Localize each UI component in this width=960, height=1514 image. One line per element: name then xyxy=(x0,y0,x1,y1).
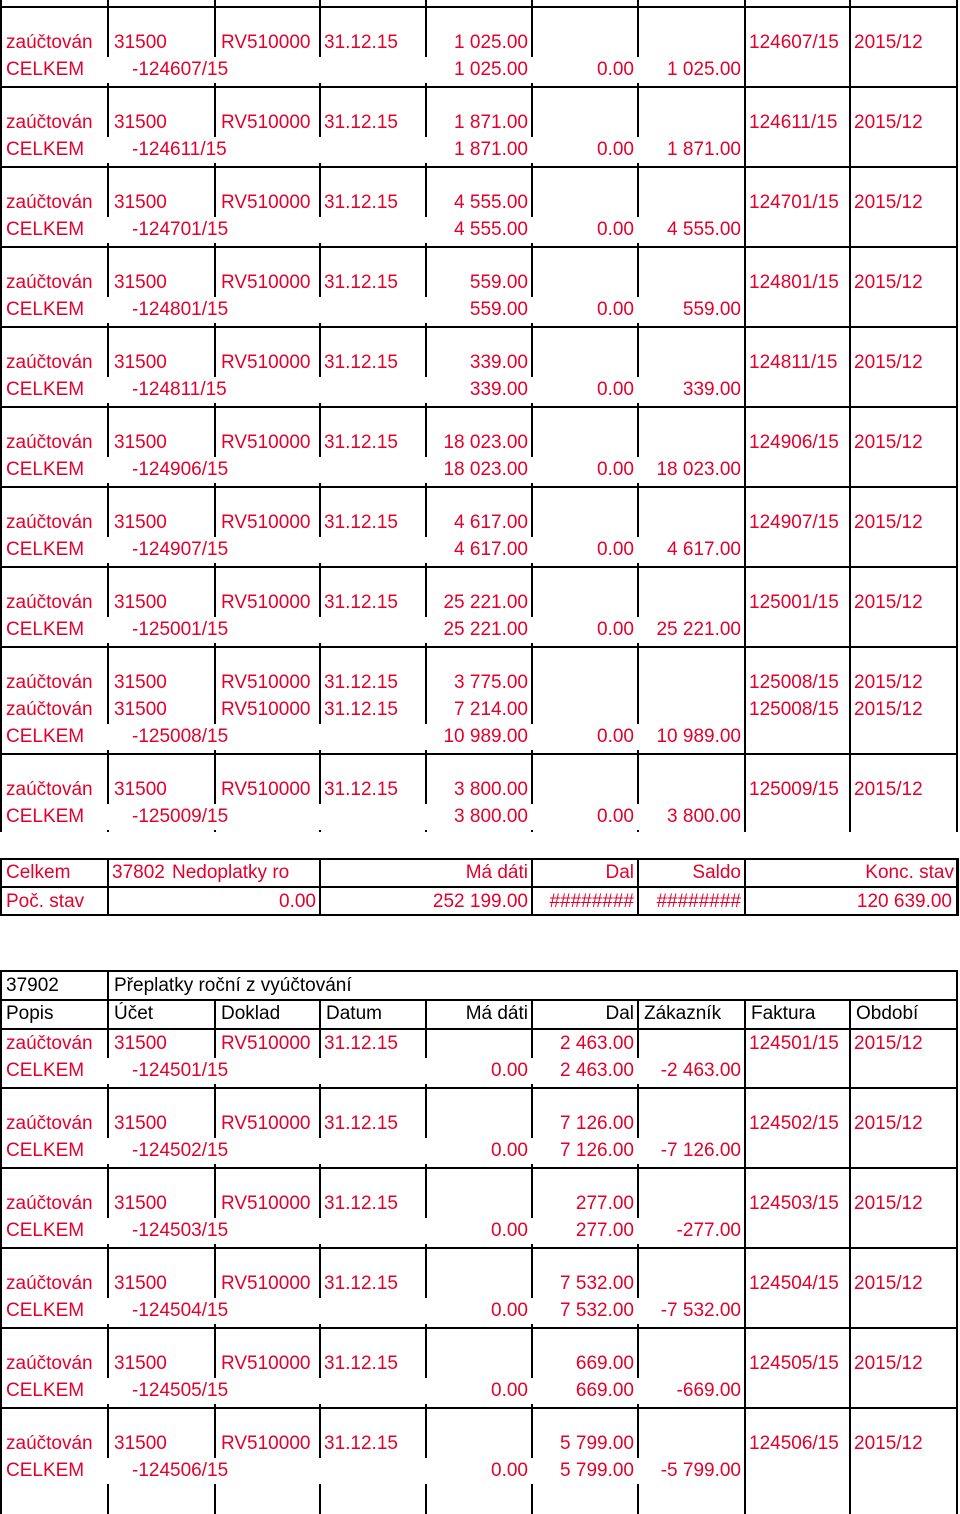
s2-row-obdobi: 2015/12 xyxy=(854,1433,923,1454)
s2-total-dal: 669.00 xyxy=(575,1380,634,1401)
s2-total-label: CELKEM xyxy=(6,1140,85,1161)
s1-row-ucet: 31500 xyxy=(114,672,167,693)
s1-total-saldo: 18 023.00 xyxy=(656,459,741,480)
s2-row-popis: zaúčtován xyxy=(6,1193,93,1214)
s1-row-doklad: RV510000 xyxy=(221,432,311,453)
s2-total-dal: 5 799.00 xyxy=(560,1460,634,1481)
s1-row-madati: 559.00 xyxy=(469,272,528,293)
s1-row-faktura: 125009/15 xyxy=(749,779,839,800)
s1-row-faktura: 124907/15 xyxy=(749,512,839,533)
s2-row-dal: 277.00 xyxy=(575,1193,634,1214)
s2-row-popis: zaúčtován xyxy=(6,1273,93,1294)
s1-total-madati: 1 025.00 xyxy=(454,59,528,80)
s1-row-madati: 25 221.00 xyxy=(443,592,528,613)
s2-row-doklad: RV510000 xyxy=(221,1193,311,1214)
s1-row-faktura: 125008/15 xyxy=(749,699,839,720)
s1-row-ucet: 31500 xyxy=(114,112,167,133)
s2-row-popis: zaúčtován xyxy=(6,1353,93,1374)
s2-total-label: CELKEM xyxy=(6,1460,85,1481)
s1-row-ucet: 31500 xyxy=(114,699,167,720)
s1-row-zakaznik xyxy=(638,30,743,56)
grid-line xyxy=(0,486,958,488)
s2-row-popis: zaúčtován xyxy=(6,1433,93,1454)
s2-row-madati xyxy=(426,1031,530,1057)
grid-line xyxy=(0,1247,958,1249)
s1-row-obdobi: 2015/12 xyxy=(854,699,923,720)
grid-line xyxy=(0,1327,958,1329)
s1-total-label: CELKEM xyxy=(6,619,85,640)
s2-row-ucet: 31500 xyxy=(114,1033,167,1054)
s1-row-popis: zaúčtován xyxy=(6,192,93,213)
s1-row-faktura: 124811/15 xyxy=(749,352,838,373)
s2-row-popis: zaúčtován xyxy=(6,1033,93,1054)
s2-row-faktura: 124503/15 xyxy=(749,1193,839,1214)
s1-total-madati: 3 800.00 xyxy=(454,806,528,827)
s1-row-datum: 31.12.15 xyxy=(324,779,398,800)
s1-row-zakaznik xyxy=(638,270,743,296)
s2-row-zakaznik xyxy=(638,1191,743,1217)
s1-row-madati: 7 214.00 xyxy=(454,699,528,720)
s1-total-dal: 0.00 xyxy=(597,806,634,827)
s2-row-obdobi: 2015/12 xyxy=(854,1033,923,1054)
s1-total-saldo: 25 221.00 xyxy=(656,619,741,640)
s1-total-label: CELKEM xyxy=(6,459,85,480)
s1-total-madati: 18 023.00 xyxy=(443,459,528,480)
s1-row-zakaznik xyxy=(638,110,743,136)
summary-row1-c2: 37802 xyxy=(112,862,165,883)
grid-line xyxy=(744,999,746,1514)
s2-total-madati: 0.00 xyxy=(491,1220,528,1241)
s2-row-doklad: RV510000 xyxy=(221,1113,311,1134)
s1-row-doklad: RV510000 xyxy=(221,32,311,53)
grid-line xyxy=(0,6,958,8)
s2-total-label: CELKEM xyxy=(6,1060,85,1081)
summary-row1-c5: Dal xyxy=(605,862,634,883)
s2-row-doklad: RV510000 xyxy=(221,1273,311,1294)
s1-row-faktura: 125001/15 xyxy=(749,592,839,613)
s2-row-obdobi: 2015/12 xyxy=(854,1113,923,1134)
s1-row-dal xyxy=(532,270,636,296)
s2-total-doc: -124504/15 xyxy=(132,1300,229,1321)
grid-line xyxy=(0,86,958,88)
s1-row-obdobi: 2015/12 xyxy=(854,432,923,453)
s1-row-faktura: 124801/15 xyxy=(749,272,839,293)
summary-row1-c7: Konc. stav xyxy=(865,862,954,883)
s1-total-doc: -124607/15 xyxy=(132,59,229,80)
s1-total-dal: 0.00 xyxy=(597,299,634,320)
s1-row-obdobi: 2015/12 xyxy=(854,32,923,53)
s2-total-saldo: -5 799.00 xyxy=(660,1460,741,1481)
grid-line xyxy=(0,566,958,568)
s1-row-obdobi: 2015/12 xyxy=(854,779,923,800)
s2-row-popis: zaúčtován xyxy=(6,1113,93,1134)
s1-total-dal: 0.00 xyxy=(597,726,634,747)
s1-row-popis: zaúčtován xyxy=(6,272,93,293)
s2-total-label: CELKEM xyxy=(6,1380,85,1401)
s1-row-obdobi: 2015/12 xyxy=(854,672,923,693)
s2-total-label: CELKEM xyxy=(6,1300,85,1321)
s1-row-doklad: RV510000 xyxy=(221,192,311,213)
s2-header-7: Faktura xyxy=(751,1003,816,1024)
summary-row1-c6: Saldo xyxy=(692,862,741,883)
s1-total-madati: 1 871.00 xyxy=(454,139,528,160)
s1-row-datum: 31.12.15 xyxy=(324,672,398,693)
s1-total-label: CELKEM xyxy=(6,726,85,747)
s1-row-ucet: 31500 xyxy=(114,272,167,293)
s1-row-popis: zaúčtován xyxy=(6,32,93,53)
s1-row-popis: zaúčtován xyxy=(6,779,93,800)
s1-row-obdobi: 2015/12 xyxy=(854,512,923,533)
s1-row-obdobi: 2015/12 xyxy=(854,192,923,213)
s1-row-ucet: 31500 xyxy=(114,512,167,533)
s1-row-madati: 3 775.00 xyxy=(454,672,528,693)
s2-row-datum: 31.12.15 xyxy=(324,1193,398,1214)
s1-row-faktura: 124906/15 xyxy=(749,432,839,453)
s1-total-dal: 0.00 xyxy=(597,539,634,560)
s1-row-popis: zaúčtován xyxy=(6,352,93,373)
s1-total-dal: 0.00 xyxy=(597,59,634,80)
s1-total-dal: 0.00 xyxy=(597,139,634,160)
s1-row-popis: zaúčtován xyxy=(6,112,93,133)
s1-row-dal xyxy=(532,510,636,536)
grid-line xyxy=(0,1028,958,1030)
s2-total-dal: 2 463.00 xyxy=(560,1060,634,1081)
s1-row-doklad: RV510000 xyxy=(221,112,311,133)
s2-row-ucet: 31500 xyxy=(114,1433,167,1454)
s2-total-doc: -124503/15 xyxy=(132,1220,229,1241)
s2-row-dal: 2 463.00 xyxy=(560,1033,634,1054)
s2-row-datum: 31.12.15 xyxy=(324,1353,398,1374)
s1-row-datum: 31.12.15 xyxy=(324,272,398,293)
s1-total-label: CELKEM xyxy=(6,59,85,80)
grid-line xyxy=(0,1167,958,1169)
s1-row-dal xyxy=(532,350,636,376)
s1-total-madati: 10 989.00 xyxy=(443,726,528,747)
s1-row-datum: 31.12.15 xyxy=(324,512,398,533)
s2-row-zakaznik xyxy=(638,1431,743,1457)
s1-row-ucet: 31500 xyxy=(114,352,167,373)
s2-row-faktura: 124505/15 xyxy=(749,1353,839,1374)
s1-total-saldo: 3 800.00 xyxy=(667,806,741,827)
s2-row-obdobi: 2015/12 xyxy=(854,1273,923,1294)
s1-row-ucet: 31500 xyxy=(114,779,167,800)
s1-row-popis: zaúčtován xyxy=(6,672,93,693)
s1-row-doklad: RV510000 xyxy=(221,672,311,693)
s1-row-madati: 4 617.00 xyxy=(454,512,528,533)
s1-row-zakaznik xyxy=(638,590,743,616)
s1-row-madati: 1 871.00 xyxy=(454,112,528,133)
s2-total-saldo: -7 532.00 xyxy=(660,1300,741,1321)
s2-row-doklad: RV510000 xyxy=(221,1353,311,1374)
s1-total-saldo: 10 989.00 xyxy=(656,726,741,747)
s2-account-code: 37902 xyxy=(6,975,59,996)
summary-start-value: 0.00 xyxy=(279,891,316,912)
s2-row-dal: 669.00 xyxy=(575,1353,634,1374)
s2-header-0: Popis xyxy=(6,1003,54,1024)
s2-row-madati xyxy=(426,1271,530,1297)
s2-row-zakaznik xyxy=(638,1111,743,1137)
s1-row-obdobi: 2015/12 xyxy=(854,352,923,373)
s2-header-3: Datum xyxy=(326,1003,382,1024)
s1-row-faktura: 124701/15 xyxy=(749,192,839,213)
s2-total-doc: -124506/15 xyxy=(132,1460,229,1481)
s1-row-obdobi: 2015/12 xyxy=(854,112,923,133)
s1-row-faktura: 124611/15 xyxy=(749,112,838,133)
s1-total-doc: -124701/15 xyxy=(132,219,229,240)
s2-row-obdobi: 2015/12 xyxy=(854,1353,923,1374)
s2-total-dal: 277.00 xyxy=(575,1220,634,1241)
grid-line xyxy=(0,1087,958,1089)
s1-row-popis: zaúčtován xyxy=(6,432,93,453)
s1-row-madati: 18 023.00 xyxy=(443,432,528,453)
s2-row-datum: 31.12.15 xyxy=(324,1113,398,1134)
s1-row-faktura: 125008/15 xyxy=(749,672,839,693)
grid-line xyxy=(744,0,746,832)
s2-total-madati: 0.00 xyxy=(491,1300,528,1321)
s1-row-obdobi: 2015/12 xyxy=(854,592,923,613)
s2-total-saldo: -2 463.00 xyxy=(660,1060,741,1081)
s2-row-faktura: 124506/15 xyxy=(749,1433,839,1454)
s2-total-saldo: -277.00 xyxy=(676,1220,741,1241)
s1-row-doklad: RV510000 xyxy=(221,592,311,613)
s2-row-faktura: 124504/15 xyxy=(749,1273,839,1294)
s1-row-ucet: 31500 xyxy=(114,592,167,613)
grid-line xyxy=(0,646,958,648)
s1-row-doklad: RV510000 xyxy=(221,779,311,800)
s2-total-madati: 0.00 xyxy=(491,1060,528,1081)
s1-row-ucet: 31500 xyxy=(114,32,167,53)
s2-row-madati xyxy=(426,1431,530,1457)
s2-total-dal: 7 532.00 xyxy=(560,1300,634,1321)
s1-row-datum: 31.12.15 xyxy=(324,352,398,373)
grid-line xyxy=(0,326,958,328)
s1-row-datum: 31.12.15 xyxy=(324,112,398,133)
s2-row-dal: 7 126.00 xyxy=(560,1113,634,1134)
s1-row-dal xyxy=(532,430,636,456)
s2-row-zakaznik xyxy=(638,1351,743,1377)
s2-row-datum: 31.12.15 xyxy=(324,1433,398,1454)
s1-total-label: CELKEM xyxy=(6,219,85,240)
s1-total-saldo: 559.00 xyxy=(682,299,741,320)
s1-row-zakaznik xyxy=(638,697,743,723)
s2-row-ucet: 31500 xyxy=(114,1113,167,1134)
s1-row-zakaznik xyxy=(638,430,743,456)
s2-row-zakaznik xyxy=(638,1271,743,1297)
s2-row-ucet: 31500 xyxy=(114,1353,167,1374)
s2-header-2: Doklad xyxy=(221,1003,281,1024)
s1-row-popis: zaúčtován xyxy=(6,699,93,720)
summary-row1-c4: Má dáti xyxy=(465,862,528,883)
s2-row-ucet: 31500 xyxy=(114,1273,167,1294)
s1-total-saldo: 4 617.00 xyxy=(667,539,741,560)
s1-total-madati: 4 617.00 xyxy=(454,539,528,560)
s1-row-datum: 31.12.15 xyxy=(324,432,398,453)
s1-total-doc: -125009/15 xyxy=(132,806,229,827)
s1-row-zakaznik xyxy=(638,670,743,696)
summary-saldo-total: ######## xyxy=(656,891,741,912)
s1-row-dal xyxy=(532,697,636,723)
s1-total-dal: 0.00 xyxy=(597,459,634,480)
s1-total-saldo: 4 555.00 xyxy=(667,219,741,240)
s1-total-doc: -125008/15 xyxy=(132,726,229,747)
summary-row1-c1: Celkem xyxy=(6,862,71,883)
s1-row-doklad: RV510000 xyxy=(221,512,311,533)
grid-line xyxy=(0,753,958,755)
s1-row-dal xyxy=(532,670,636,696)
s2-row-madati xyxy=(426,1191,530,1217)
summary-dal-total: ######## xyxy=(549,891,634,912)
s1-row-ucet: 31500 xyxy=(114,432,167,453)
s2-total-madati: 0.00 xyxy=(491,1460,528,1481)
s1-total-doc: -124906/15 xyxy=(132,459,229,480)
s2-row-doklad: RV510000 xyxy=(221,1033,311,1054)
s2-row-faktura: 124502/15 xyxy=(749,1113,839,1134)
s1-row-doklad: RV510000 xyxy=(221,699,311,720)
s1-total-dal: 0.00 xyxy=(597,619,634,640)
s1-total-doc: -124811/15 xyxy=(132,379,227,400)
s1-total-madati: 339.00 xyxy=(469,379,528,400)
s1-row-popis: zaúčtován xyxy=(6,512,93,533)
grid-line xyxy=(0,886,958,888)
s1-row-dal xyxy=(532,110,636,136)
grid-line xyxy=(0,0,2,832)
s1-total-doc: -124611/15 xyxy=(132,139,227,160)
s1-row-doklad: RV510000 xyxy=(221,272,311,293)
s1-row-datum: 31.12.15 xyxy=(324,592,398,613)
s2-row-madati xyxy=(426,1351,530,1377)
s1-row-faktura: 124607/15 xyxy=(749,32,839,53)
s1-row-zakaznik xyxy=(638,777,743,803)
grid-line xyxy=(0,1407,958,1409)
s1-total-label: CELKEM xyxy=(6,139,85,160)
s1-row-ucet: 31500 xyxy=(114,192,167,213)
s1-total-label: CELKEM xyxy=(6,539,85,560)
s2-row-datum: 31.12.15 xyxy=(324,1273,398,1294)
s2-header-8: Období xyxy=(856,1003,919,1024)
s2-row-dal: 5 799.00 xyxy=(560,1433,634,1454)
s2-row-doklad: RV510000 xyxy=(221,1433,311,1454)
s1-row-dal xyxy=(532,30,636,56)
s2-header-4: Má dáti xyxy=(465,1003,528,1024)
grid-line xyxy=(0,406,958,408)
summary-row1-c3: Nedoplatky ro xyxy=(172,862,290,883)
s1-total-madati: 559.00 xyxy=(469,299,528,320)
s1-row-zakaznik xyxy=(638,350,743,376)
s2-row-faktura: 124501/15 xyxy=(749,1033,839,1054)
s2-total-label: CELKEM xyxy=(6,1220,85,1241)
s1-total-saldo: 339.00 xyxy=(682,379,741,400)
s1-total-label: CELKEM xyxy=(6,299,85,320)
s1-total-saldo: 1 025.00 xyxy=(667,59,741,80)
grid-line xyxy=(0,970,958,972)
s2-total-doc: -124505/15 xyxy=(132,1380,229,1401)
s1-row-madati: 3 800.00 xyxy=(454,779,528,800)
s2-account-title: Přeplatky roční z vyúčtování xyxy=(114,975,352,996)
s1-row-datum: 31.12.15 xyxy=(324,32,398,53)
s1-row-zakaznik xyxy=(638,190,743,216)
s1-total-dal: 0.00 xyxy=(597,379,634,400)
s1-row-doklad: RV510000 xyxy=(221,352,311,373)
summary-madati-total: 252 199.00 xyxy=(432,891,528,912)
s2-row-dal: 7 532.00 xyxy=(560,1273,634,1294)
s2-row-madati xyxy=(426,1111,530,1137)
grid-line xyxy=(0,166,958,168)
s1-total-dal: 0.00 xyxy=(597,219,634,240)
s1-row-dal xyxy=(532,777,636,803)
s1-row-madati: 4 555.00 xyxy=(454,192,528,213)
s1-total-label: CELKEM xyxy=(6,806,85,827)
s1-row-datum: 31.12.15 xyxy=(324,699,398,720)
s2-total-madati: 0.00 xyxy=(491,1380,528,1401)
s2-row-datum: 31.12.15 xyxy=(324,1033,398,1054)
s1-total-saldo: 1 871.00 xyxy=(667,139,741,160)
s1-total-doc: -124907/15 xyxy=(132,539,229,560)
s1-row-dal xyxy=(532,190,636,216)
s2-row-ucet: 31500 xyxy=(114,1193,167,1214)
summary-end-value: 120 639.00 xyxy=(856,891,952,912)
grid-line xyxy=(0,246,958,248)
s2-total-doc: -124502/15 xyxy=(132,1140,229,1161)
s1-total-label: CELKEM xyxy=(6,379,85,400)
s1-row-zakaznik xyxy=(638,510,743,536)
s2-header-6: Zákazník xyxy=(644,1003,722,1024)
s2-header-1: Účet xyxy=(114,1003,154,1024)
s2-total-doc: -124501/15 xyxy=(132,1060,229,1081)
s1-total-doc: -125001/15 xyxy=(132,619,229,640)
s1-row-popis: zaúčtován xyxy=(6,592,93,613)
s2-header-5: Dal xyxy=(605,1003,634,1024)
s2-total-saldo: -7 126.00 xyxy=(660,1140,741,1161)
s2-total-dal: 7 126.00 xyxy=(560,1140,634,1161)
s1-total-madati: 4 555.00 xyxy=(454,219,528,240)
s1-row-madati: 339.00 xyxy=(469,352,528,373)
s2-row-zakaznik xyxy=(638,1031,743,1057)
summary-start-label: Poč. stav xyxy=(6,891,85,912)
s1-row-dal xyxy=(532,590,636,616)
s2-row-obdobi: 2015/12 xyxy=(854,1193,923,1214)
s1-row-obdobi: 2015/12 xyxy=(854,272,923,293)
s1-row-datum: 31.12.15 xyxy=(324,192,398,213)
s1-total-doc: -124801/15 xyxy=(132,299,229,320)
s1-total-madati: 25 221.00 xyxy=(443,619,528,640)
s1-row-madati: 1 025.00 xyxy=(454,32,528,53)
s2-total-saldo: -669.00 xyxy=(676,1380,741,1401)
s2-total-madati: 0.00 xyxy=(491,1140,528,1161)
